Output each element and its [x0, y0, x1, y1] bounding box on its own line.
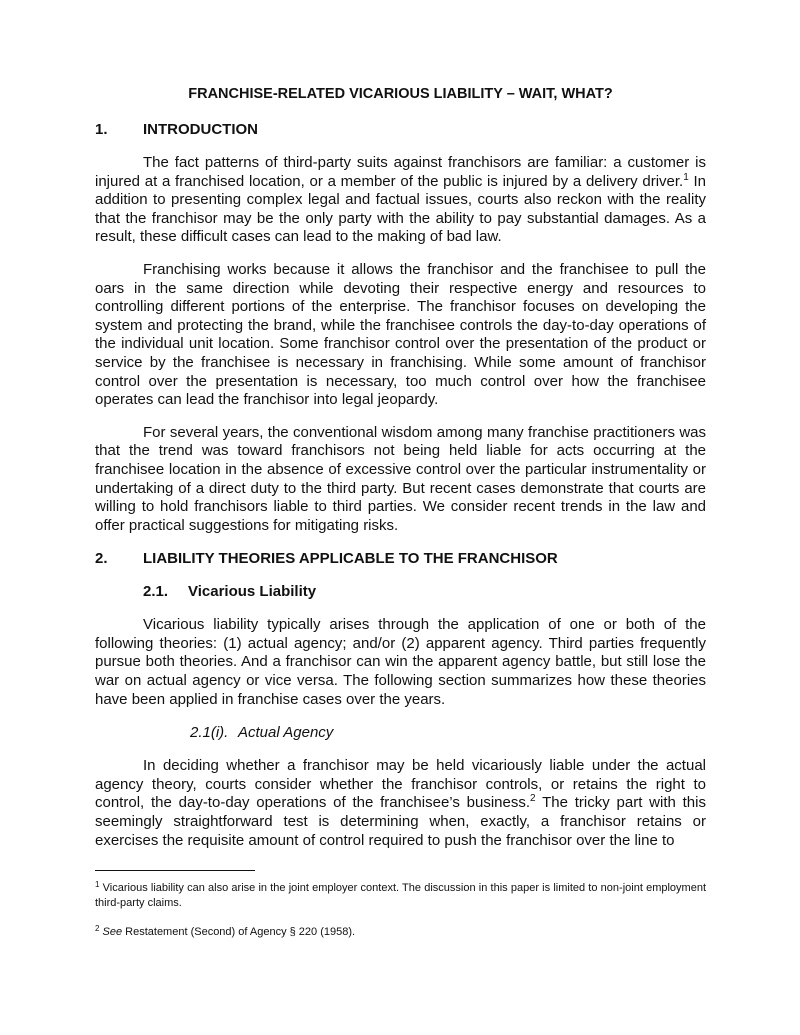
- document-page: [95, 86, 706, 850]
- section-2-heading: [95, 550, 706, 568]
- subsection-2-1-heading: [95, 583, 706, 601]
- paragraph-3: For several years, the conventional wisdom among many franchise practitioners was that the trend was toward franchisors not being held liable for acts occurring at the franchisee location in the absence of excessive control over the particular instrumentality or undertaking of a direct duty to the third party. But recent cases demonstrate that courts are willing to hold franchisors liable to third parties. We consider recent trends in the law and offer practical suggestions for mitigating risks.: [95, 423, 706, 534]
- paragraph-1: [95, 154, 706, 247]
- subsection-2-1-i-heading: [95, 724, 706, 742]
- footnote-divider: [95, 870, 255, 871]
- section-1-title: INTRODUCTION: [143, 121, 258, 138]
- footnote-ref-2[interactable]: 2: [530, 793, 536, 805]
- footnote-1: [95, 881, 706, 911]
- footnote-2-text: Restatement (Second) of Agency § 220 (1958).: [122, 926, 356, 938]
- footnote-1-text: Vicarious liability can also arise in the joint employer context. The discussion in this paper is limited to non-joint employment third-party claims.: [95, 882, 706, 909]
- paragraph-1-text-a: The fact patterns of third-party suits against franchisors are familiar: a customer is injured at a franchised location, or a member of the public is injured by a delivery driver.: [95, 154, 706, 190]
- footnotes: [95, 881, 706, 940]
- paragraph-5: [95, 757, 706, 850]
- subsection-2-1-i-title: Actual Agency: [237, 724, 334, 742]
- section-2-number: 2.: [95, 550, 108, 568]
- section-1-heading: [95, 121, 706, 139]
- section-2-title: LIABILITY THEORIES APPLICABLE TO THE FRANCHISOR: [143, 550, 558, 568]
- paragraph-2: Franchising works because it allows the franchisor and the franchisee to pull the oars in the same direction while devoting their respective energy and resources to controlling different portions of the enterprise. The franchisor focuses on developing the system and protecting the brand, while the franchisee controls the day-to-day operations of the individual unit location. Some franchisor control over the presentation of the product or service by the franchisee is necessary in franchising. While some amount of franchisor control over the presentation is necessary, too much control over how the franchisee operates can lead the franchisor into legal jeopardy.: [95, 260, 706, 409]
- paragraph-5-text-a: In deciding whether a franchisor may be held vicariously liable under the actual agency theory, courts consider whether the franchisor controls, or retains the right to control, the day-to-day operations of the franchisee’s business.: [95, 757, 706, 812]
- footnote-ref-1[interactable]: 1: [683, 171, 689, 183]
- document-title: FRANCHISE-RELATED VICARIOUS LIABILITY – WAIT, WHAT?: [188, 86, 613, 102]
- subsection-2-1-i-number: 2.1(i).: [190, 724, 229, 742]
- footnote-2-signal: See: [102, 926, 123, 938]
- footnote-2-marker: 2: [95, 924, 100, 933]
- footnote-2: [95, 925, 706, 940]
- paragraph-1-text-b: In addition to presenting complex legal and factual issues, courts also reckon with the reality that the franchisor may be the only party with the ability to pay substantial damages. As a result, these difficult cases can lead to the making of bad law.: [95, 172, 706, 246]
- paragraph-5-text-b: The tricky part with this seemingly straightforward test is determining when, exactly, a franchisor retains or exercises the requisite amount of control required to push the franchisor over the line to: [95, 794, 706, 849]
- footnote-1-marker: 1: [95, 880, 100, 889]
- subsection-2-1-title: Vicarious Liability: [188, 583, 317, 601]
- subsection-2-1-number: 2.1.: [143, 583, 169, 601]
- paragraph-4: Vicarious liability typically arises through the application of one or both of the following theories: (1) actual agency; and/or (2) apparent agency. Third parties frequently pursue both theories. And a franchisor can win the apparent agency battle, but still lose the war on actual agency or vice versa. The following section summarizes how these theories have been applied in franchise cases over the years.: [95, 616, 706, 708]
- section-1-number: 1.: [95, 121, 108, 138]
